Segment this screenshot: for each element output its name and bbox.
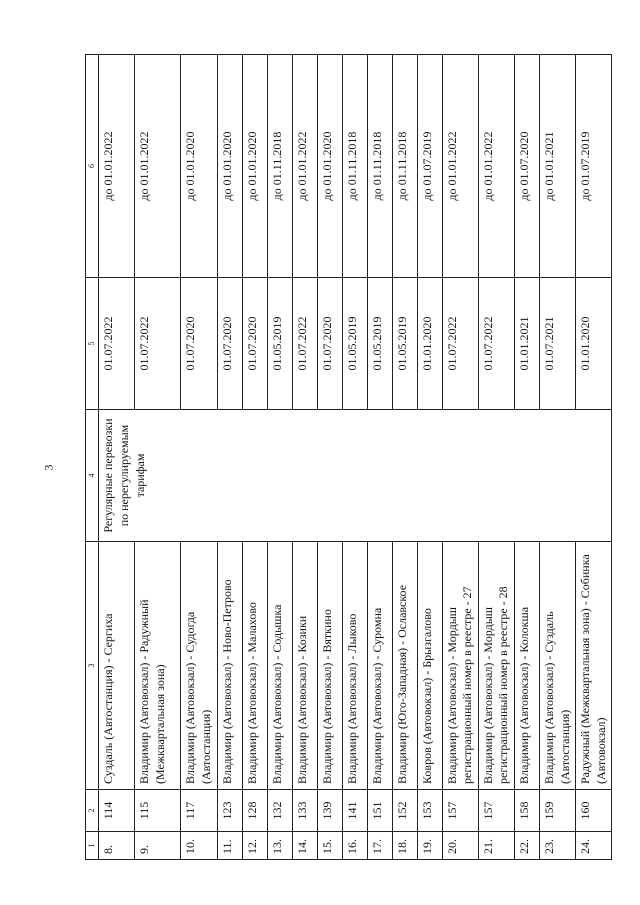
registration-number: 160 (576, 790, 612, 832)
start-date: 01.07.2022 (135, 278, 181, 410)
row-number: 9. (135, 832, 181, 860)
column-number: 1 (86, 832, 99, 860)
start-date: 01.05.2019 (342, 278, 367, 410)
start-date: 01.05.2019 (392, 278, 417, 410)
valid-until: до 01.07.2019 (576, 55, 612, 278)
row-number: 20. (442, 832, 478, 860)
table-body (99, 55, 612, 860)
row-number: 12. (242, 832, 267, 860)
row-number: 16. (342, 832, 367, 860)
start-date: 01.01.2021 (514, 278, 539, 410)
row-number: 19. (417, 832, 442, 860)
registration-number: 132 (267, 790, 292, 832)
route-name: Владимир (Автовокзал) - Суромна (367, 542, 392, 790)
route-name: Владимир (Автовокзал) - Судогда (Автостанция) (181, 542, 217, 790)
route-name: Ковров (Автовокзал) - Брызгалово (417, 542, 442, 790)
start-date: 01.07.2021 (539, 278, 575, 410)
column-number: 5 (86, 278, 99, 410)
rotated-document (85, 55, 610, 860)
row-number: 10. (181, 832, 217, 860)
valid-until: до 01.11.2018 (367, 55, 392, 278)
start-date: 01.05.2019 (267, 278, 292, 410)
start-date: 01.07.2020 (217, 278, 242, 410)
column-number: 2 (86, 790, 99, 832)
registration-number: 157 (442, 790, 478, 832)
route-name: Владимир (Автовокзал) - Колокша (514, 542, 539, 790)
valid-until: до 01.11.2018 (267, 55, 292, 278)
route-name: Владимир (Автовокзал) - Вяткино (317, 542, 342, 790)
valid-until: до 01.07.2019 (417, 55, 442, 278)
row-number: 23. (539, 832, 575, 860)
registration-number: 139 (317, 790, 342, 832)
registration-number: 128 (242, 790, 267, 832)
start-date: 01.07.2020 (242, 278, 267, 410)
route-name: Владимир (Автовокзал) - Радужный (Межквартальная зона) (135, 542, 181, 790)
row-number: 18. (392, 832, 417, 860)
registration-number: 152 (392, 790, 417, 832)
start-date: 01.07.2020 (181, 278, 217, 410)
route-name: Владимир (Автовокзал) - Малахово (242, 542, 267, 790)
row-number: 8. (99, 832, 135, 860)
registration-number: 157 (478, 790, 514, 832)
valid-until: до 01.01.2022 (99, 55, 135, 278)
row-number: 17. (367, 832, 392, 860)
start-date: 01.05.2019 (367, 278, 392, 410)
column-number-row (86, 55, 99, 860)
start-date: 01.07.2022 (478, 278, 514, 410)
registration-number: 115 (135, 790, 181, 832)
route-name: Владимир (Автовокзал) - Ново-Петрово (217, 542, 242, 790)
registration-number: 153 (417, 790, 442, 832)
row-number: 13. (267, 832, 292, 860)
registration-number: 133 (292, 790, 317, 832)
route-name: Владимир (Автовокзал) - Суздаль (Автостанция) (539, 542, 575, 790)
start-date: 01.01.2020 (576, 278, 612, 410)
registration-number: 151 (367, 790, 392, 832)
start-date: 01.07.2022 (442, 278, 478, 410)
routes-table (85, 54, 612, 860)
route-name: Владимир (Автовокзал) - Содышка (267, 542, 292, 790)
valid-until: до 01.07.2020 (514, 55, 539, 278)
transport-type: Регулярные перевозки по нерегулируемым тарифам (99, 410, 612, 542)
row-number: 21. (478, 832, 514, 860)
valid-until: до 01.01.2022 (292, 55, 317, 278)
registration-number: 141 (342, 790, 367, 832)
registration-number: 159 (539, 790, 575, 832)
row-number: 11. (217, 832, 242, 860)
route-name: Суздаль (Автостанция) - Сергиха (99, 542, 135, 790)
route-name: Владимир (Автовокзал) - Мордыш регистрационный номер в реестре - 28 (478, 542, 514, 790)
valid-until: до 01.01.2020 (217, 55, 242, 278)
valid-until: до 01.01.2022 (442, 55, 478, 278)
valid-until: до 01.01.2021 (539, 55, 575, 278)
route-name: Владимир (Автовокзал) - Мордыш регистрационный номер в реестре - 27 (442, 542, 478, 790)
route-name: Владимир (Юго-Западная) - Ославское (392, 542, 417, 790)
valid-until: до 01.01.2020 (181, 55, 217, 278)
route-name: Владимир (Автовокзал) - Козики (292, 542, 317, 790)
column-number: 3 (86, 542, 99, 790)
column-number: 4 (86, 410, 99, 542)
registration-number: 117 (181, 790, 217, 832)
valid-until: до 01.11.2018 (392, 55, 417, 278)
row-number: 15. (317, 832, 342, 860)
registration-number: 158 (514, 790, 539, 832)
start-date: 01.01.2020 (417, 278, 442, 410)
row-number: 14. (292, 832, 317, 860)
valid-until: до 01.11.2018 (342, 55, 367, 278)
row-number: 24. (576, 832, 612, 860)
table-row (99, 55, 135, 860)
valid-until: до 01.01.2022 (135, 55, 181, 278)
valid-until: до 01.01.2020 (242, 55, 267, 278)
route-name: Владимир (Автовокзал) - Лыково (342, 542, 367, 790)
start-date: 01.07.2020 (317, 278, 342, 410)
column-number: 6 (86, 55, 99, 278)
start-date: 01.07.2022 (292, 278, 317, 410)
registration-number: 114 (99, 790, 135, 832)
valid-until: до 01.01.2022 (478, 55, 514, 278)
page-number: 3 (41, 464, 56, 471)
registration-number: 123 (217, 790, 242, 832)
valid-until: до 01.01.2020 (317, 55, 342, 278)
row-number: 22. (514, 832, 539, 860)
start-date: 01.07.2022 (99, 278, 135, 410)
route-name: Радужный (Межквартальная зона) - Собинка (Автовокзал) (576, 542, 612, 790)
